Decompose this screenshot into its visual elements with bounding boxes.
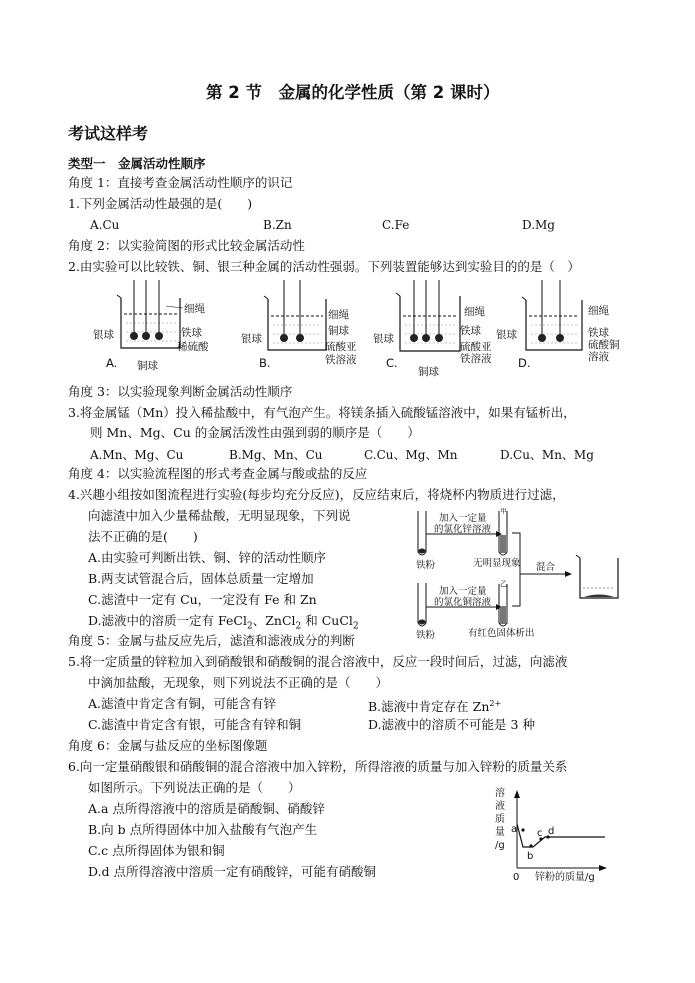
d-silver-label: 银球 bbox=[496, 329, 517, 341]
point-d-label: d bbox=[548, 826, 555, 837]
tube1-observation: 无明显现象 bbox=[473, 558, 521, 569]
d-iron-label: 铁球 bbox=[588, 327, 609, 339]
c-letter: C. bbox=[386, 356, 398, 370]
point-c-label: c bbox=[537, 828, 543, 839]
q4-option-d-and: 和 CuCl bbox=[301, 613, 353, 628]
page-title: 第 2 节 金属的化学性质（第 2 课时） bbox=[206, 83, 500, 102]
tube2-iron-powder: 铁粉 bbox=[416, 630, 436, 641]
b-solution-label-1: 硫酸亚 bbox=[325, 341, 357, 353]
y-axis-label-3: 质 bbox=[495, 814, 505, 825]
angle-6: 角度 6：金属与盐反应的坐标图像题 bbox=[68, 738, 268, 753]
q3-option-a: A.Mn、Mg、Cu bbox=[90, 448, 184, 462]
q4-option-a: A.由实验可判断出铁、铜、锌的活动性顺序 bbox=[88, 550, 327, 565]
q6-option-a: A.a 点所得溶液中的溶质是硝酸铜、硝酸锌 bbox=[88, 801, 325, 816]
q3-line-2: 则 Mn、Mg、Cu 的金属活泼性由强到弱的顺序是（ ） bbox=[90, 425, 420, 440]
q2-apparatus-figure bbox=[88, 278, 648, 380]
angle-2: 角度 2：以实验简图的形式比较金属活动性 bbox=[68, 238, 305, 253]
q6-option-d: D.d 点所得溶液中溶质一定有硝酸锌，可能有硝酸铜 bbox=[88, 864, 377, 879]
c-silver-label: 银球 bbox=[373, 333, 394, 345]
d-rope-label: 细绳 bbox=[588, 305, 609, 317]
subscript: 2 bbox=[246, 621, 253, 632]
q1-option-b: B.Zn bbox=[263, 218, 292, 232]
subscript: 2 bbox=[352, 621, 359, 632]
b-copper-label: 铜球 bbox=[328, 325, 349, 337]
c-copper-label: 铜球 bbox=[418, 366, 439, 378]
c-solution-label-2: 铁溶液 bbox=[460, 353, 492, 365]
b-silver-label: 银球 bbox=[241, 333, 262, 345]
a-iron-label: 铁球 bbox=[181, 327, 202, 339]
subscript: 2 bbox=[295, 621, 302, 632]
apparatus-d bbox=[496, 280, 620, 370]
q4-option-d-mid: 、ZnCl bbox=[252, 613, 296, 628]
d-solution-label-1: 硫酸铜 bbox=[588, 339, 620, 351]
q3-line-1: 3.将金属锰（Mn）投入稀盐酸中，有气泡产生。将镁条插入硫酸锰溶液中，如果有锰析出， bbox=[68, 405, 576, 420]
y-axis-label-2: 液 bbox=[495, 801, 505, 812]
q1-option-d: D.Mg bbox=[522, 218, 555, 232]
point-b-label: b bbox=[527, 851, 534, 862]
a-acid-label: 稀硫酸 bbox=[177, 341, 209, 353]
origin-label: 0 bbox=[513, 872, 520, 883]
q4-option-b: B.两支试管混合后，固体总质量一定增加 bbox=[88, 571, 314, 586]
q6-graph bbox=[485, 784, 610, 884]
q4-line-1: 4.兴趣小组按如图流程进行实验(每步均充分反应)，反应结束后，将烧杯内物质进行过滤， bbox=[68, 487, 565, 502]
mix-label: 混合 bbox=[536, 562, 556, 573]
point-a-label: a bbox=[511, 824, 518, 835]
y-axis-label-4: 量 bbox=[495, 827, 505, 838]
d-letter: D. bbox=[518, 356, 531, 370]
q5-line-2: 中滴加盐酸，无现象，则下列说法不正确的是（ ） bbox=[88, 675, 389, 690]
q5-option-d: D.滤液中的溶质不可能是 3 种 bbox=[368, 717, 535, 732]
q2-stem: 2.由实验可以比较铁、铜、银三种金属的活动性强弱。下列装置能够达到实验目的的是（ ） bbox=[68, 259, 580, 274]
d-solution-label-2: 溶液 bbox=[588, 351, 609, 363]
q6-option-c: C.c 点所得固体为银和铜 bbox=[88, 843, 225, 858]
b-letter: B. bbox=[259, 356, 271, 370]
b-solution-label-2: 铁溶液 bbox=[325, 354, 357, 366]
b-rope-label: 细绳 bbox=[328, 309, 349, 321]
add-zncl2-label-2: 的氯化锌溶液 bbox=[434, 524, 492, 535]
add-cucl2-label-1: 加入一定量 bbox=[439, 586, 487, 597]
q5-line-1: 5.将一定质量的锌粒加入到硝酸银和硝酸铜的混合溶液中，反应一段时间后，过滤，向滤液 bbox=[68, 654, 568, 669]
angle-4: 角度 4：以实验流程图的形式考查金属与酸或盐的反应 bbox=[68, 466, 368, 481]
tube1-iron-powder: 铁粉 bbox=[416, 560, 436, 571]
q6-option-b: B.向 b 点所得固体中加入盐酸有气泡产生 bbox=[88, 822, 318, 837]
y-axis-label-5: /g bbox=[495, 840, 505, 851]
q1-option-c: C.Fe bbox=[382, 218, 410, 232]
c-solution-label-1: 硫酸亚 bbox=[460, 341, 492, 353]
tube-b-mark: 乙 bbox=[500, 580, 507, 588]
q4-option-c: C.滤渣中一定有 Cu，一定没有 Fe 和 Zn bbox=[88, 592, 317, 607]
add-zncl2-label-1: 加入一定量 bbox=[439, 513, 487, 524]
apparatus-b bbox=[241, 280, 357, 370]
q1-option-a: A.Cu bbox=[90, 218, 120, 232]
q5-option-b-text: B.滤液中肯定存在 Zn bbox=[368, 699, 490, 715]
apparatus-a bbox=[93, 280, 209, 372]
angle-5: 角度 5：金属与盐反应先后，滤渣和滤液成分的判断 bbox=[68, 633, 355, 648]
a-copper-label: 铜球 bbox=[137, 360, 158, 372]
x-axis-label: 锌粉的质量/g bbox=[535, 872, 595, 883]
c-iron-label: 铁球 bbox=[460, 325, 481, 337]
q5-option-c: C.滤渣中肯定含有银，可能含有锌和铜 bbox=[88, 717, 302, 732]
q4-option-d-prefix: D.滤液中的溶质一定有 FeCl bbox=[88, 613, 247, 628]
angle-3: 角度 3：以实验现象判断金属活动性顺序 bbox=[68, 384, 293, 399]
angle-1: 角度 1：直接考查金属活动性顺序的识记 bbox=[68, 175, 293, 190]
superscript: 2+ bbox=[489, 699, 502, 708]
q6-line-1: 6.向一定量硝酸银和硝酸铜的混合溶液中加入锌粉，所得溶液的质量与加入锌粉的质量关系 bbox=[68, 759, 568, 774]
q3-option-b: B.Mg、Mn、Cu bbox=[229, 448, 323, 462]
y-axis-label-1: 溶 bbox=[495, 788, 505, 799]
c-rope-label: 细绳 bbox=[464, 306, 485, 318]
q4-line-3: 法不正确的是( ) bbox=[88, 529, 198, 544]
q1-stem: 1.下列金属活动性最强的是( ) bbox=[68, 196, 253, 211]
q4-line-2: 向滤渣中加入少量稀盐酸，无明显现象，下列说 bbox=[88, 508, 351, 523]
q5-option-b bbox=[368, 695, 501, 716]
q3-option-c: C.Cu、Mg、Mn bbox=[364, 448, 458, 462]
q3-option-d: D.Cu、Mn、Mg bbox=[500, 448, 594, 462]
tube2-observation: 有红色固体析出 bbox=[468, 628, 535, 639]
a-rope-label: 细绳 bbox=[184, 303, 205, 315]
apparatus-c bbox=[373, 280, 492, 378]
tube-a-mark: 甲 bbox=[500, 508, 507, 515]
q6-line-2: 如图所示。下列说法正确的是（ ） bbox=[88, 780, 301, 795]
type-heading: 类型一 金属活动性顺序 bbox=[68, 156, 206, 171]
a-silver-label: 银球 bbox=[93, 329, 114, 341]
q4-flow-figure bbox=[412, 508, 632, 643]
section-heading: 考试这样考 bbox=[68, 124, 149, 143]
a-letter: A. bbox=[106, 356, 118, 370]
q5-option-a: A.滤渣中肯定含有铜，可能含有锌 bbox=[88, 696, 277, 711]
add-cucl2-label-2: 的氯化铜溶液 bbox=[434, 597, 492, 608]
